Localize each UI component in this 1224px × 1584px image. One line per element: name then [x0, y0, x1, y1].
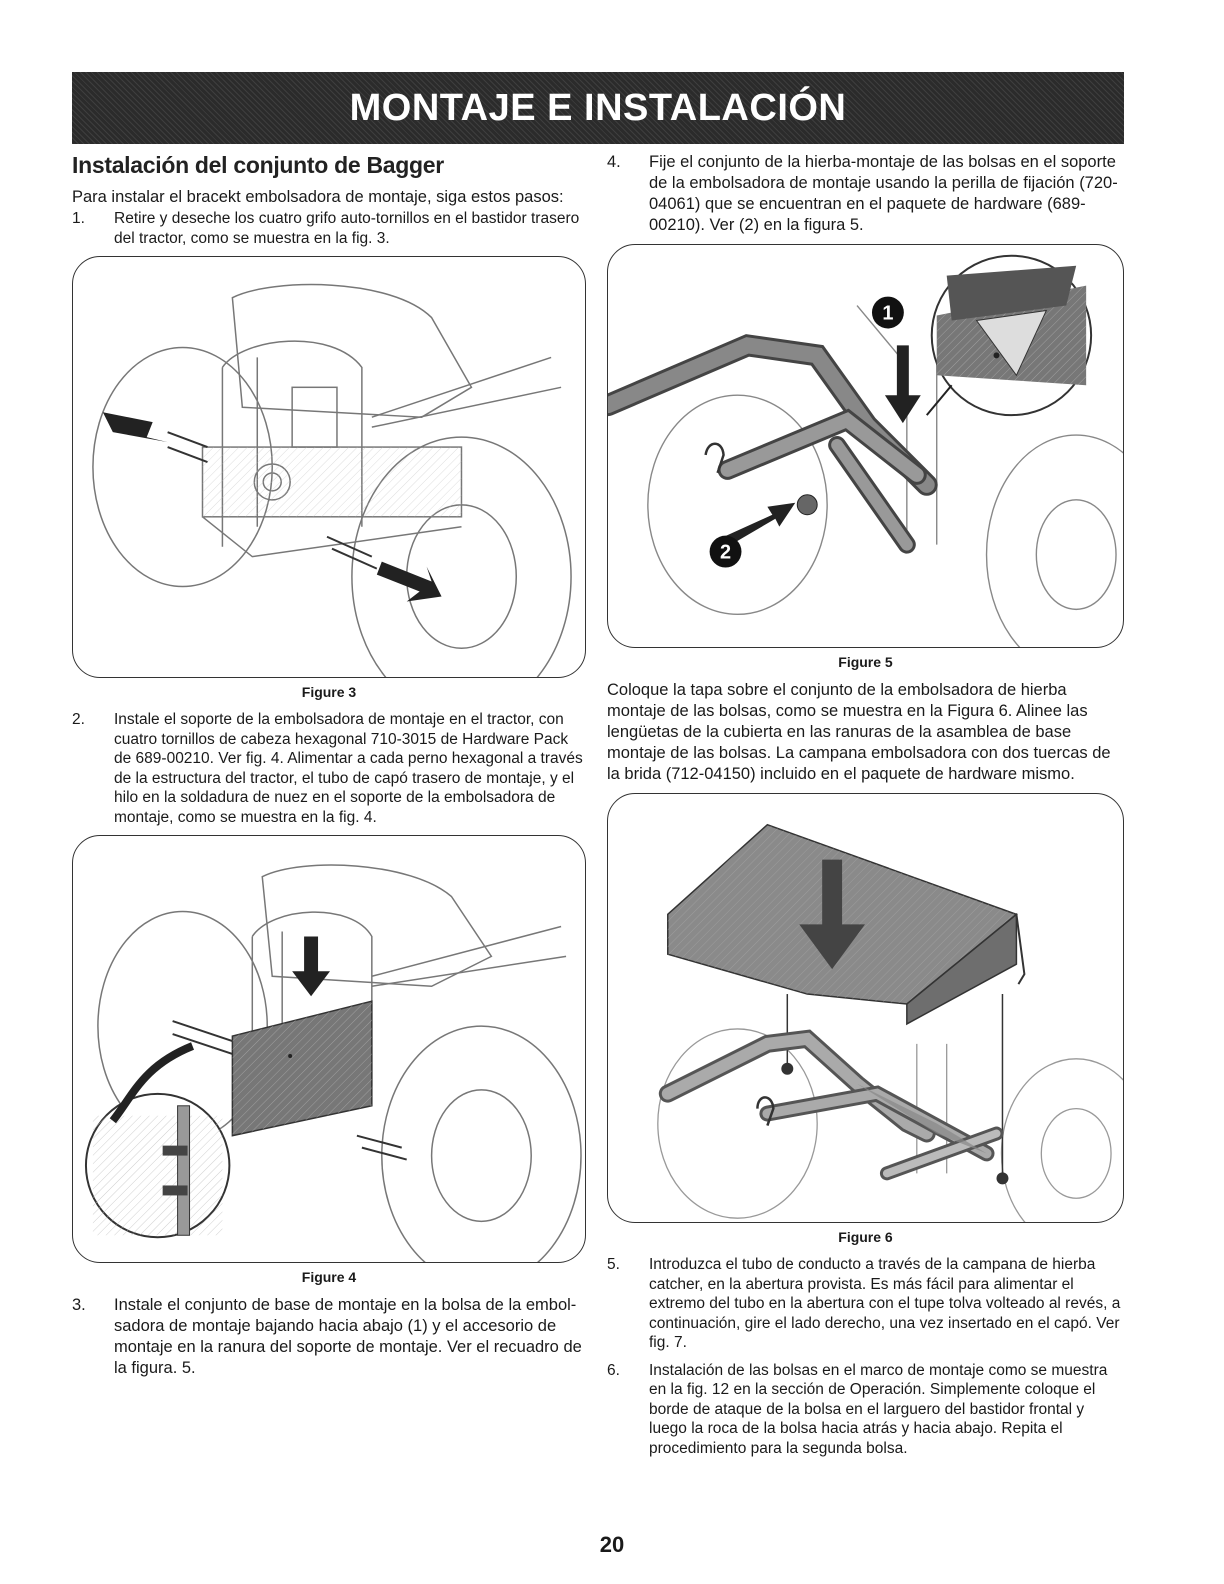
intro-text: Para instalar el bracekt embolsadora de montaje, siga estos pasos:: [72, 188, 564, 206]
step-6: [607, 1361, 1124, 1459]
figure-6: [607, 793, 1124, 1223]
figure-5-caption: Figure 5: [838, 654, 893, 670]
section-banner: [72, 72, 1124, 144]
figure-4-caption: Figure 4: [301, 1269, 357, 1285]
figure-4: [72, 835, 586, 1263]
step-4: [607, 152, 1124, 236]
step-number: 4.: [607, 153, 621, 171]
step-number: 2.: [72, 711, 85, 728]
detail-inset: [932, 256, 1091, 415]
step-number: 1.: [72, 210, 85, 227]
figure-3: [72, 256, 586, 678]
callout-1: 1: [882, 302, 894, 325]
page-number: 20: [599, 1532, 625, 1557]
step-text: Instale el soporte de la embolsadora de montaje en el tractor, con cuatro tornillos de cabeza hexagonal 710-3015 de Hardware Pack de 689-00210. Ver fig. 4. Alimentar a cada perno hexagonal a través de la estructura del tractor, el tubo de capó trasero de montaje, y el hilo en la soldadura de nuez en el soporte de la embolsadora de montaje, como se muestra en la fig. 4.: [114, 711, 583, 826]
step-text: Fije el conjunto de la hierba-montaje de las bolsas en el soporte de la embolsadora de montaje usando la perilla de fijación (720-04061) que se encuentran en el paquete de hardware (689-00210). Ver (2) en la figura 5.: [649, 153, 1118, 234]
arrow-icon: [103, 412, 168, 442]
step-text: Introduzca el tubo de conducto a través de la campana de hierba catcher, en la abertura provista. Es más fácil para alimentar el extremo del tubo en la abertura con el tupe tolva volteado al revés, a continuación, gire el lado derecho, una vez insertado en el capó. Ver fig. 7.: [649, 1256, 1121, 1351]
arrow-icon: [292, 936, 330, 996]
banner-title: MONTAJE E INSTALACIÓN: [349, 86, 847, 129]
callout-2-badge: [710, 536, 742, 568]
callout-2: 2: [720, 541, 732, 564]
bagger-cover-illustration: [608, 794, 1123, 1222]
step-1: [72, 209, 586, 248]
left-column: [72, 152, 586, 1379]
step-2: [72, 710, 586, 827]
step-text: Instalación de las bolsas en el marco de montaje como se muestra en la fig. 12 en la sección de Operación. Simplemente coloque el borde de ataque de la bolsa en el larguero del bastidor frontal y luego la roca de la bolsa hacia atrás y hacia abajo. Repita el procedimiento para la segunda bolsa.: [649, 1361, 1108, 1457]
step-text: Retire y deseche los cuatro grifo auto-tornillos en el bastidor trasero del tractor, como se muestra en la fig. 3.: [114, 210, 580, 247]
callout-1-badge: [872, 297, 904, 329]
step-3: [72, 1295, 586, 1379]
step-text: Instale el conjunto de base de montaje en la bolsa de la embol-sadora de montaje bajando hacia abajo (1) y el accesorio de montaje en la ranura del soporte de montaje. Ver el recuadro de la figura. 5.: [114, 1296, 582, 1377]
arrow-icon: [885, 345, 921, 423]
section-title: Instalación del conjunto de Bagger: [72, 152, 444, 178]
step-number: 5.: [607, 1256, 620, 1273]
right-column: [607, 152, 1124, 1458]
bagger-frame-illustration: [608, 245, 1123, 647]
figure-5: [607, 244, 1124, 648]
step-number: 6.: [607, 1361, 620, 1379]
tractor-rear-illustration: [73, 257, 585, 677]
cover-instructions: Coloque la tapa sobre el conjunto de la embolsadora de hierba montaje de las bolsas, como se muestra en la Figura 6. Alinee las lengüetas de la cubierta en las ranuras de la asamblea de base montaje de las bolsas. La campana embolsadora con dos tuercas de la brida (712-04150) incluido en el paquete de hardware mismo.: [607, 681, 1111, 783]
step-5: [607, 1255, 1124, 1353]
tractor-bracket-illustration: [73, 836, 585, 1262]
figure-6-caption: Figure 6: [838, 1229, 893, 1245]
step-number: 3.: [72, 1296, 86, 1314]
figure-3-caption: Figure 3: [301, 684, 357, 700]
